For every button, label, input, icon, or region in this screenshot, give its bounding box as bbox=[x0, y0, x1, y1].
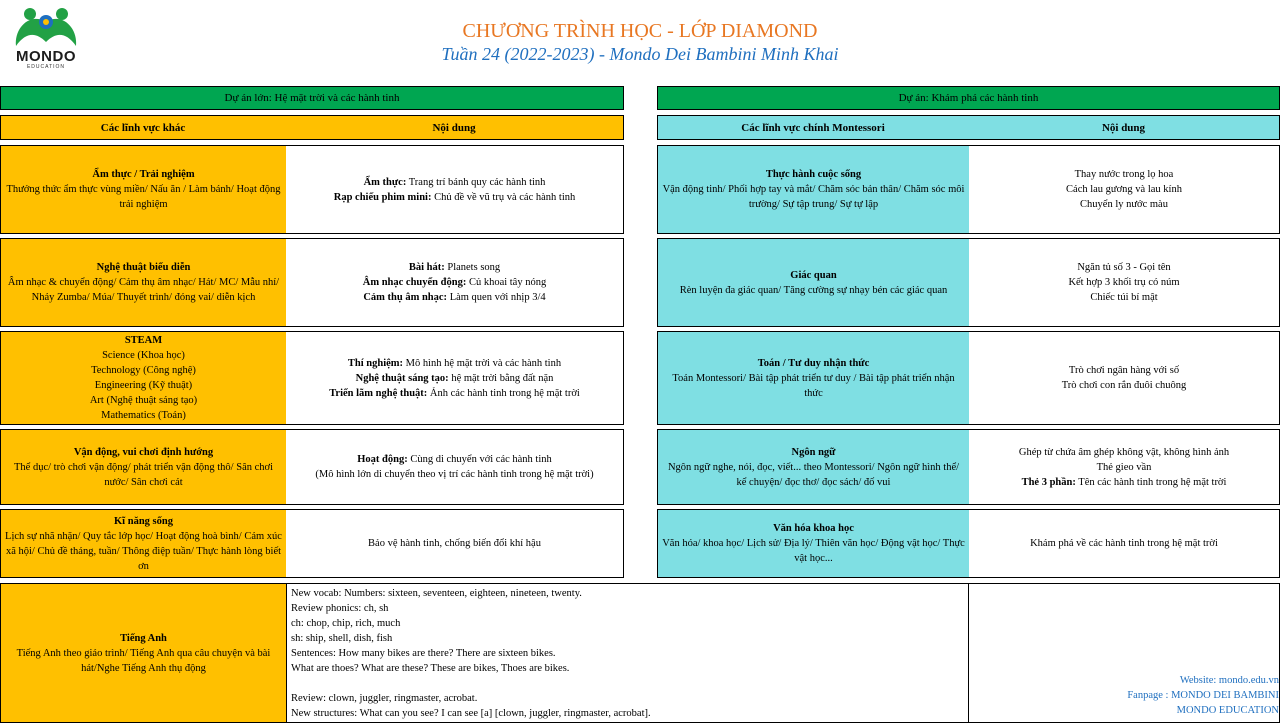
right-content-line bbox=[1062, 378, 1186, 393]
left-area-desc-line: Mathematics (Toán) bbox=[101, 410, 186, 421]
left-area-desc-line: Science (Khoa học) bbox=[102, 350, 185, 361]
right-content-text: Cách lau gương và lau kính bbox=[1066, 184, 1182, 195]
left-row bbox=[0, 145, 624, 234]
left-content-text: Ảnh các hành tinh trong hệ mặt trời bbox=[427, 387, 580, 399]
right-content-line bbox=[1019, 445, 1229, 460]
left-content-cell bbox=[286, 239, 623, 326]
left-content-text: Mô hình hệ mặt trời và các hành tinh bbox=[403, 357, 562, 369]
right-area-desc: Văn hóa/ khoa học/ Lịch sử/ Địa lý/ Thiên văn học/ Động vật học/ Thực vật học... bbox=[662, 538, 965, 564]
left-row bbox=[0, 509, 624, 578]
english-label-cell bbox=[1, 584, 286, 722]
left-content-cell bbox=[286, 146, 623, 233]
right-header bbox=[657, 115, 1280, 140]
left-area-desc: Thưởng thức ẩm thực vùng miền/ Nấu ăn / Làm bánh/ Hoạt động trải nghiệm bbox=[6, 184, 281, 210]
left-content-label: Cảm thụ âm nhạc: bbox=[363, 292, 448, 303]
english-line bbox=[291, 676, 964, 691]
left-content-line bbox=[357, 452, 552, 467]
right-content-line bbox=[1080, 197, 1168, 212]
right-row bbox=[657, 145, 1280, 234]
footer-org: MONDO EDUCATION bbox=[1176, 705, 1279, 716]
footer-info bbox=[969, 673, 1279, 718]
footer-website[interactable]: Website: mondo.edu.vn bbox=[1179, 675, 1279, 686]
right-content-line bbox=[1066, 182, 1182, 197]
left-area-cell bbox=[1, 146, 286, 233]
left-area-title bbox=[125, 333, 162, 348]
right-content-cell bbox=[969, 146, 1279, 233]
left-content-line bbox=[363, 275, 546, 290]
right-content-cell bbox=[969, 239, 1279, 326]
right-content-text: Chiếc túi bí mật bbox=[1090, 292, 1158, 303]
right-row bbox=[657, 429, 1280, 505]
right-content-line bbox=[1075, 167, 1174, 182]
left-area-title-text: STEAM bbox=[124, 335, 163, 346]
left-content-text: (Mô hình lớn di chuyển theo vị trí các hành tinh trong hệ mặt trời) bbox=[315, 469, 594, 480]
left-content-line bbox=[368, 536, 541, 551]
right-project-bar: Dự án: Khám phá các hành tinh bbox=[657, 86, 1280, 110]
left-content-label: Thí nghiệm: bbox=[347, 357, 404, 369]
english-line: What are thoes? What are these? These are bikes, Thoes are bikes. bbox=[291, 663, 570, 674]
left-row bbox=[0, 429, 624, 505]
right-area-title-text: Giác quan bbox=[790, 269, 837, 281]
right-area-title bbox=[766, 167, 861, 182]
page-title: CHƯƠNG TRÌNH HỌC - LỚP DIAMOND bbox=[462, 20, 818, 42]
right-content-text: Ngăn tủ số 3 - Gọi tên bbox=[1077, 262, 1171, 273]
left-content-line bbox=[315, 467, 593, 482]
left-content-label: Hoạt động: bbox=[357, 454, 408, 465]
left-content-line bbox=[334, 190, 575, 205]
english-line: New vocab: Numbers: sixteen, seventeen, eighteen, nineteen, twenty. bbox=[291, 588, 582, 599]
left-area-title bbox=[74, 445, 213, 460]
left-area-title bbox=[92, 167, 194, 182]
left-content-line bbox=[409, 260, 500, 275]
left-content-label: Ẩm thực: bbox=[363, 176, 407, 188]
right-content-text: Trò chơi ngân hàng với số bbox=[1068, 365, 1180, 376]
right-content-line bbox=[1069, 363, 1179, 378]
right-content-text: Tên các hành tinh trong hệ mặt trời bbox=[1075, 476, 1227, 488]
right-area-cell bbox=[658, 239, 969, 326]
left-area-title-text: Nghệ thuật biểu diễn bbox=[96, 262, 191, 273]
left-row bbox=[0, 331, 624, 425]
left-area-cell bbox=[1, 430, 286, 504]
right-content-text: Chuyển ly nước màu bbox=[1080, 199, 1168, 210]
right-row bbox=[657, 331, 1280, 425]
right-area-cell bbox=[658, 332, 969, 424]
right-content-line bbox=[1090, 290, 1157, 305]
right-header-col2: Nội dung bbox=[1101, 121, 1146, 134]
right-content-text: Trò chơi con rắn đuôi chuông bbox=[1061, 380, 1187, 391]
english-line: sh: ship, shell, dish, fish bbox=[291, 633, 393, 644]
right-area-title bbox=[790, 268, 836, 283]
english-content bbox=[286, 584, 969, 722]
footer-fanpage[interactable]: Fanpage : MONDO DEI BAMBINI bbox=[1127, 690, 1279, 701]
english-row bbox=[0, 583, 1280, 723]
right-content-cell bbox=[969, 430, 1279, 504]
right-content-line bbox=[1068, 275, 1179, 290]
right-area-title-text: Toán / Tư duy nhận thức bbox=[757, 357, 870, 369]
left-project-bar: Dự án lớn: Hệ mặt trời và các hành tinh bbox=[0, 86, 624, 110]
left-content-cell bbox=[286, 430, 623, 504]
right-area-desc: Vận động tinh/ Phối hợp tay và mắt/ Chăm sóc bản thân/ Chăm sóc môi trường/ Sự tập trung/ Sự tự lập bbox=[662, 184, 965, 210]
left-row bbox=[0, 238, 624, 327]
right-content-line bbox=[1030, 536, 1218, 551]
left-content-line bbox=[348, 356, 561, 371]
right-content-line bbox=[1097, 460, 1152, 475]
left-header bbox=[0, 115, 624, 140]
left-area-title bbox=[114, 514, 173, 529]
left-area-desc-line: Art (Nghệ thuật sáng tạo) bbox=[89, 395, 198, 406]
right-area-title bbox=[758, 356, 870, 371]
right-area-title bbox=[773, 521, 854, 536]
logo-sub: EDUCATION bbox=[26, 64, 66, 70]
left-content-text: Trang trí bánh quy các hành tinh bbox=[406, 176, 546, 188]
left-area-cell bbox=[1, 332, 286, 424]
english-line: Review: clown, juggler, ringmaster, acrobat. bbox=[291, 693, 478, 704]
left-area-desc: Thể dục/ trò chơi vận động/ phát triển vận động thô/ Sân chơi nước/ Sân chơi cát bbox=[14, 461, 273, 488]
right-area-cell bbox=[658, 146, 969, 233]
right-content-line bbox=[1077, 260, 1170, 275]
left-content-cell bbox=[286, 510, 623, 577]
left-area-title-text: Ẩm thực / Trải nghiệm bbox=[92, 169, 195, 180]
left-content-label: Nghệ thuật sáng tạo: bbox=[355, 372, 449, 384]
left-area-desc: Âm nhạc & chuyển động/ Cảm thụ âm nhạc/ Hát/ MC/ Mẫu nhí/ Nhảy Zumba/ Múa/ Thuyết trình/ đóng vai/ diễn kịch bbox=[7, 277, 280, 303]
right-area-title-text: Văn hóa khoa học bbox=[773, 523, 854, 534]
left-content-cell bbox=[286, 332, 623, 424]
right-area-cell bbox=[658, 430, 969, 504]
left-content-text: Làm quen với nhịp 3/4 bbox=[447, 292, 546, 303]
left-content-text: hệ mặt trời bằng đất nặn bbox=[448, 372, 554, 384]
right-header-col1: Các lĩnh vực chính Montessori bbox=[741, 121, 885, 134]
right-content-label: Thẻ 3 phần: bbox=[1021, 476, 1076, 488]
left-area-cell bbox=[1, 510, 286, 577]
left-content-label: Rạp chiếu phim mini: bbox=[333, 191, 432, 203]
left-content-text: Củ khoai tây nóng bbox=[466, 277, 547, 288]
right-area-desc: Toán Montessori/ Bài tập phát triển tư duy / Bài tập phát triển nhận thức bbox=[672, 372, 955, 399]
right-content-text: Thay nước trong lọ hoa bbox=[1074, 169, 1174, 180]
left-header-col2: Nội dung bbox=[432, 121, 476, 134]
right-content-text: Kết hợp 3 khối trụ có núm bbox=[1068, 277, 1180, 288]
left-content-line bbox=[329, 386, 580, 401]
left-area-desc-line: Engineering (Kỹ thuật) bbox=[94, 380, 193, 391]
left-content-text: Cùng di chuyển với các hành tinh bbox=[407, 454, 552, 465]
right-content-line bbox=[1022, 475, 1227, 490]
right-area-title-text: Thực hành cuộc sống bbox=[765, 169, 862, 180]
left-header-col1: Các lĩnh vực khác bbox=[100, 121, 186, 134]
left-area-title bbox=[97, 260, 191, 275]
left-content-line bbox=[356, 371, 554, 386]
english-line: Sentences: How many bikes are there? There are sixteen bikes. bbox=[291, 648, 556, 659]
english-line: New structures: What can you see? I can see [a] [clown, juggler, ringmaster, acrobat]. bbox=[291, 708, 651, 719]
right-row bbox=[657, 238, 1280, 327]
right-content-text: Thẻ gieo vần bbox=[1096, 461, 1152, 473]
page-subtitle: Tuần 24 (2022-2023) - Mondo Dei Bambini Minh Khai bbox=[441, 44, 839, 64]
right-content-text: Khám phá về các hành tinh trong hệ mặt trời bbox=[1030, 538, 1218, 549]
right-area-title-text: Ngôn ngữ bbox=[791, 446, 836, 458]
left-content-label: Triển lãm nghệ thuật: bbox=[329, 387, 428, 399]
left-area-desc: Lịch sự nhã nhặn/ Quy tắc lớp học/ Hoạt động hoà bình/ Cảm xúc xã hội/ Chủ đề tháng, tuần/ Thông điệp tuần/ Thực hành lòng biết ơn bbox=[5, 530, 282, 572]
left-content-text: Bảo vệ hành tinh, chống biến đổi khí hậu bbox=[368, 538, 541, 549]
right-content-cell bbox=[969, 332, 1279, 424]
english-line: ch: chop, chip, rich, much bbox=[291, 618, 401, 629]
left-content-text: Chủ đề về vũ trụ và các hành tinh bbox=[431, 191, 576, 203]
english-title: Tiếng Anh bbox=[120, 632, 167, 644]
left-content-text: Planets song bbox=[444, 262, 501, 273]
left-content-label: Âm nhạc chuyển động: bbox=[362, 277, 467, 288]
english-line: Review phonics: ch, sh bbox=[291, 603, 389, 614]
english-desc: Tiếng Anh theo giáo trình/ Tiếng Anh qua câu chuyện và bài hát/Nghe Tiếng Anh thụ động bbox=[16, 647, 271, 674]
left-area-cell bbox=[1, 239, 286, 326]
right-row bbox=[657, 509, 1280, 578]
left-area-title-text: Vận động, vui chơi định hướng bbox=[73, 446, 214, 458]
left-area-desc-line: Technology (Công nghệ) bbox=[91, 365, 196, 376]
left-area-title-text: Kĩ năng sống bbox=[114, 515, 173, 527]
left-content-label: Bài hát: bbox=[408, 262, 445, 273]
left-content-line bbox=[364, 175, 546, 190]
right-area-desc: Rèn luyện đa giác quan/ Tăng cường sự nhạy bén các giác quan bbox=[679, 284, 948, 296]
logo-name: MONDO bbox=[16, 48, 76, 65]
right-area-cell bbox=[658, 510, 969, 577]
right-content-cell bbox=[969, 510, 1279, 577]
right-content-text: Ghép từ chứa âm ghép không vật, không hình ảnh bbox=[1018, 446, 1230, 458]
right-area-title bbox=[792, 445, 836, 460]
left-content-line bbox=[363, 290, 545, 305]
right-area-desc: Ngôn ngữ nghe, nói, đọc, viết... theo Montessori/ Ngôn ngữ hình thể/ kể chuyện/ đọc thơ/ đọc sách/ đố vui bbox=[667, 461, 960, 488]
